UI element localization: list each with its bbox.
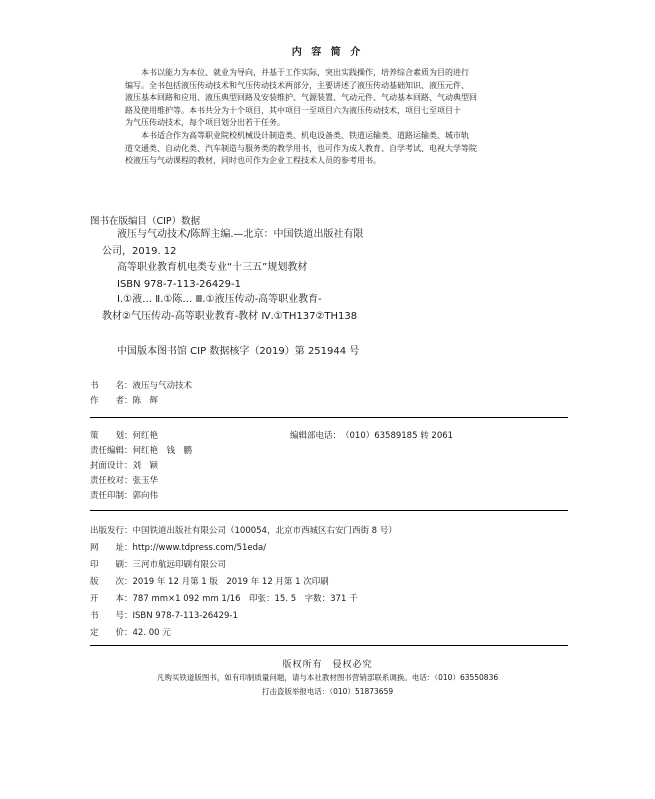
- print-supervisor-value: 郭向伟: [132, 491, 159, 501]
- copyright-notice: 版权所有 侵权必究: [282, 660, 373, 670]
- proofreader-row: [90, 474, 158, 486]
- book-author-row: [90, 394, 158, 406]
- publisher-row: [90, 524, 397, 536]
- editorial-phone-row: [290, 429, 453, 441]
- publisher-label: 出版发行：: [90, 526, 133, 536]
- summary-line: 为气压传动技术，每个项目划分出若干任务。: [125, 118, 285, 127]
- summary-line: 校液压与气动课程的教材，同时也可作为企业工程技术人员的参考用书。: [125, 156, 381, 165]
- book-author-label: 作 者：: [90, 396, 133, 406]
- summary-line: 本书适合作为高等职业院校机械设计制造类、机电设备类、铁道运输类、道路运输类、城市轨: [141, 131, 469, 140]
- editor-value: 何红艳 钱 鹏: [132, 446, 193, 456]
- editor-row: [90, 444, 192, 456]
- planner-value: 何红艳: [132, 431, 159, 441]
- proofreader-value: 张玉华: [132, 476, 159, 486]
- print-supervisor-label: 责任印制：: [90, 491, 133, 501]
- isbn-row: [90, 609, 238, 621]
- book-name-label: 书 名：: [90, 381, 133, 391]
- summary-paragraph-1: [125, 67, 540, 130]
- summary-paragraph-2: [125, 130, 540, 168]
- edition-row: [90, 575, 329, 587]
- summary-line: 液压基本回路和应用、液压典型回路及安装维护、气源装置、气动元件、气动基本回路、气动典型回: [125, 93, 477, 102]
- cip-heading: 图书在版编目（CIP）数据: [90, 216, 201, 227]
- summary-line: 编写。全书包括液压传动技术和气压传动技术两部分，主要讲述了液压传动基础知识、液压元件、: [125, 80, 469, 90]
- price-value: 42. 00 元: [132, 628, 171, 638]
- printer-value: 三河市航远印刷有限公司: [132, 560, 227, 570]
- price-label: 定 价：: [90, 628, 133, 638]
- divider-line: [90, 417, 568, 418]
- cover-design-value: 刘 颖: [132, 461, 159, 471]
- cip-line: 公司，2019. 12: [102, 245, 177, 257]
- cip-class-line: 教材②气压传动-高等职业教育-教材 Ⅳ.①TH137②TH138: [102, 310, 358, 322]
- cip-line: 液压与气动技术/陈辉主编.—北京：中国铁道出版社有限: [117, 229, 364, 240]
- website-row: [90, 541, 266, 553]
- editorial-phone-label: 编辑部电话：: [290, 431, 342, 441]
- book-author: 陈 辉: [132, 396, 159, 406]
- isbn-label: 书 号：: [90, 611, 133, 621]
- divider-line: [90, 510, 568, 511]
- proofreader-label: 责任校对：: [90, 476, 133, 486]
- price-row: [90, 626, 171, 638]
- book-name-row: [90, 379, 192, 391]
- cip-classification: [102, 292, 358, 325]
- format-label: 开 本：: [90, 594, 133, 604]
- summary-line: 路及使用维护等。本书共分为十个项目，其中项目一至项目六为液压传动技术，项目七至项目十: [125, 105, 461, 115]
- page-title: 内 容 简 介: [291, 47, 364, 58]
- cip-line: ISBN 978-7-113-26429-1: [117, 278, 241, 290]
- planner-row: [90, 429, 158, 441]
- format-row: [90, 592, 358, 604]
- publisher-value: 中国铁道出版社有限公司（100054，北京市西城区右安门西街 8 号）: [132, 526, 397, 536]
- printer-row: [90, 558, 226, 570]
- edition-value: 2019 年 12 月第 1 版 2019 年 12 月第 1 次印刷: [132, 577, 329, 587]
- summary-line: 本书以能力为本位、就业为导向，并基于工作实际，突出实践操作，培养综合素质为目的进行: [141, 68, 469, 77]
- divider-line: [90, 645, 568, 646]
- cover-design-label: 封面设计：: [90, 461, 133, 471]
- printer-label: 印 刷：: [90, 560, 133, 570]
- anti-piracy-hotline: 打击盗版举报电话：（010）51873659: [261, 687, 394, 696]
- website-label: 网 址：: [90, 543, 133, 553]
- replacement-notice: 凡购买铁道版图书，如有印制质量问题，请与本社教材图书营销部联系调换。电话：（010）63550836: [156, 673, 499, 682]
- format-value: 787 mm×1 092 mm 1/16 印张：15. 5 字数：371 千: [132, 594, 358, 604]
- summary-line: 道交通类、自动化类、汽车制造与服务类的教学用书，也可作为成人教育、自学考试、电视大学等院: [125, 143, 477, 153]
- editorial-phone-value: （010）63589185 转 2061: [341, 431, 454, 441]
- cover-design-row: [90, 459, 158, 471]
- edition-label: 版 次：: [90, 577, 133, 587]
- editor-label: 责任编辑：: [90, 446, 133, 456]
- cip-class-text: ①液… Ⅱ.①陈… Ⅲ.①液压传动-高等职业教育-: [123, 294, 322, 305]
- print-supervisor-row: [90, 489, 158, 501]
- cip-class-line: [117, 292, 357, 309]
- planner-label: 策 划：: [90, 431, 133, 441]
- book-name: 液压与气动技术: [132, 381, 193, 391]
- cip-roman: Ⅰ.: [117, 294, 124, 305]
- website-link[interactable]: http://www.tdpress.com/51eda/: [132, 543, 267, 553]
- cip-number: 中国版本图书馆 CIP 数据核字（2019）第 251944 号: [117, 346, 360, 357]
- isbn-value: ISBN 978-7-113-26429-1: [132, 611, 238, 621]
- cip-line: 高等职业教育机电类专业“十三五”规划教材: [117, 262, 308, 273]
- cip-record: [102, 227, 364, 293]
